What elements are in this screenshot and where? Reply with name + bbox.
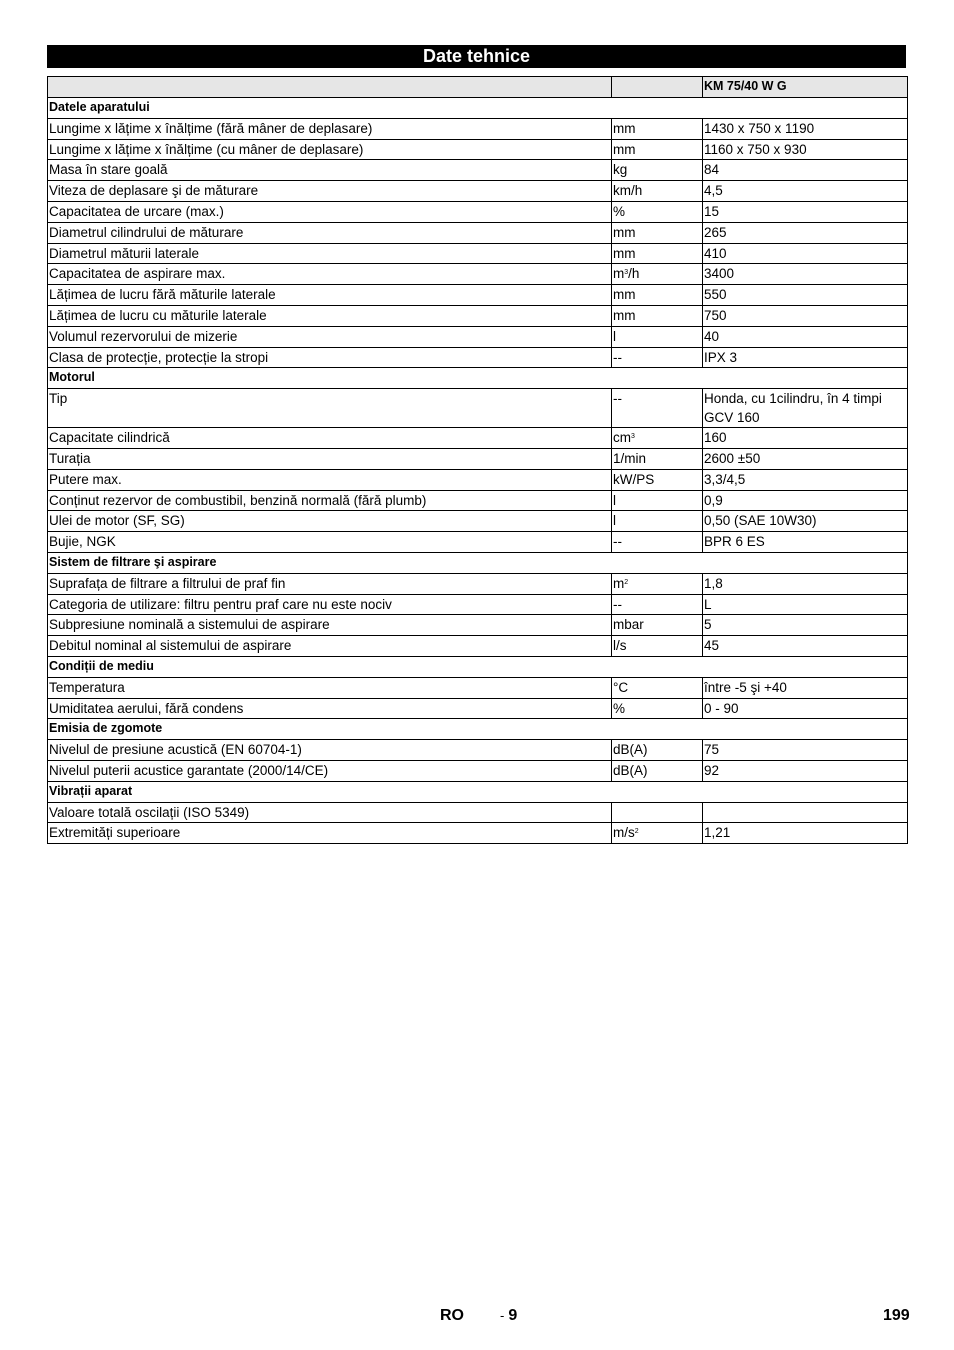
row-value: 0,50 (SAE 10W30): [703, 511, 908, 532]
row-unit: [612, 326, 703, 347]
table-row: [48, 677, 908, 698]
unit-text: mm: [613, 245, 636, 261]
unit-text: km/h: [613, 183, 643, 199]
row-value: 5: [703, 615, 908, 636]
unit-text: %: [613, 700, 626, 716]
row-value: 75: [703, 740, 908, 761]
row-value: 15: [703, 201, 908, 222]
technical-data-table: [47, 76, 908, 844]
unit-text: 1/min: [613, 450, 647, 466]
unit-text: --: [613, 391, 622, 407]
row-value: 2600 ±50: [703, 448, 908, 469]
row-unit: [612, 594, 703, 615]
table-row: [48, 698, 908, 719]
row-unit: [612, 160, 703, 181]
table-row: [48, 264, 908, 285]
row-label: Lungime x lățime x înălțime (cu mâner de deplasare): [48, 139, 612, 160]
row-unit: [612, 760, 703, 781]
row-label: Suprafața de filtrare a filtrului de praf fin: [48, 573, 612, 594]
unit-superscript: 3: [624, 269, 629, 277]
header-label-cell: [48, 77, 612, 98]
unit-superscript: 2: [634, 828, 639, 836]
row-value: 265: [703, 222, 908, 243]
table-row: [48, 511, 908, 532]
section-title: Motorul: [48, 368, 908, 389]
unit-text: %: [613, 203, 626, 219]
section-title: Datele aparatului: [48, 98, 908, 119]
unit-text: --: [613, 596, 622, 612]
row-label: Conținut rezervor de combustibil, benzină normală (fără plumb): [48, 490, 612, 511]
unit-text: mm: [613, 120, 636, 136]
table-row: [48, 305, 908, 326]
row-value: între -5 şi +40: [703, 677, 908, 698]
unit-text: mm: [613, 287, 636, 303]
row-value: 3,3/4,5: [703, 469, 908, 490]
row-unit: [612, 636, 703, 657]
row-unit: [612, 305, 703, 326]
row-label: Viteza de deplasare şi de măturare: [48, 181, 612, 202]
row-value: 1,8: [703, 573, 908, 594]
unit-superscript: 2: [624, 578, 629, 586]
row-unit: [612, 823, 703, 844]
row-unit: [612, 532, 703, 553]
row-unit: [612, 448, 703, 469]
row-value: 3400: [703, 264, 908, 285]
row-label: Lungime x lățime x înălțime (fără mâner de deplasare): [48, 118, 612, 139]
table-row: [48, 636, 908, 657]
row-unit: [612, 181, 703, 202]
row-label: Debitul nominal al sistemului de aspirare: [48, 636, 612, 657]
row-value: L: [703, 594, 908, 615]
row-label: Umiditatea aerului, fără condens: [48, 698, 612, 719]
unit-superscript: 3: [631, 433, 635, 441]
table-row: [48, 428, 908, 449]
row-value: 40: [703, 326, 908, 347]
row-value: Honda, cu 1cilindru, în 4 timpi GCV 160: [703, 389, 908, 428]
table-row: [48, 347, 908, 368]
unit-text: mbar: [613, 617, 644, 633]
row-label: Clasa de protecție, protecție la stropi: [48, 347, 612, 368]
row-unit: [612, 264, 703, 285]
row-unit: [612, 490, 703, 511]
unit-text: cm: [613, 430, 631, 446]
row-label: Extremități superioare: [48, 823, 612, 844]
row-value: 84: [703, 160, 908, 181]
unit-text: l: [613, 513, 616, 529]
table-row: [48, 201, 908, 222]
unit-text: mm: [613, 224, 636, 240]
row-label: Bujie, NGK: [48, 532, 612, 553]
unit-suffix: /h: [628, 266, 640, 282]
row-value: 1430 x 750 x 1190: [703, 118, 908, 139]
row-value: 1160 x 750 x 930: [703, 139, 908, 160]
unit-text: --: [613, 534, 622, 550]
footer-dash: -: [500, 1308, 505, 1323]
table-row: [48, 802, 908, 823]
unit-text: l/s: [613, 638, 627, 654]
row-unit: [612, 740, 703, 761]
row-value: [703, 802, 908, 823]
table-row: [48, 615, 908, 636]
table-row: [48, 326, 908, 347]
row-label: Diametrul cilindrului de măturare: [48, 222, 612, 243]
row-unit: [612, 573, 703, 594]
row-label: Capacitatea de urcare (max.): [48, 201, 612, 222]
row-label: Lățimea de lucru fără măturile laterale: [48, 285, 612, 306]
row-unit: [612, 243, 703, 264]
row-unit: [612, 201, 703, 222]
unit-text: l: [613, 328, 616, 344]
unit-text: m: [613, 575, 625, 591]
unit-text: m: [613, 266, 625, 282]
table-row: [48, 532, 908, 553]
unit-text: kW/PS: [613, 471, 655, 487]
section-title: Condiții de mediu: [48, 656, 908, 677]
row-label: Tip: [48, 389, 612, 428]
page-title: Date tehnice: [47, 45, 906, 68]
table-row: [48, 594, 908, 615]
row-value: 550: [703, 285, 908, 306]
section-row: [48, 368, 908, 389]
table-row: [48, 222, 908, 243]
table-row: [48, 139, 908, 160]
section-title: Vibrații aparat: [48, 781, 908, 802]
unit-text: dB(A): [613, 742, 648, 758]
row-unit: [612, 139, 703, 160]
unit-text: dB(A): [613, 762, 648, 778]
row-label: Lățimea de lucru cu măturile laterale: [48, 305, 612, 326]
row-label: Nivelul de presiune acustică (EN 60704-1): [48, 740, 612, 761]
section-row: [48, 781, 908, 802]
section-row: [48, 656, 908, 677]
row-label: Putere max.: [48, 469, 612, 490]
header-unit-cell: [612, 77, 703, 98]
row-value: 1,21: [703, 823, 908, 844]
row-label: Capacitate cilindrică: [48, 428, 612, 449]
row-unit: [612, 698, 703, 719]
section-row: [48, 552, 908, 573]
table-row: [48, 181, 908, 202]
row-label: Turația: [48, 448, 612, 469]
row-label: Subpresiune nominală a sistemului de aspirare: [48, 615, 612, 636]
row-unit: [612, 615, 703, 636]
table-row: [48, 490, 908, 511]
unit-text: --: [613, 349, 622, 365]
row-value: 0 - 90: [703, 698, 908, 719]
row-value: 750: [703, 305, 908, 326]
row-unit: [612, 469, 703, 490]
unit-text: mm: [613, 141, 636, 157]
table-row: [48, 469, 908, 490]
footer-page-number: 199: [883, 1307, 910, 1324]
table-row: [48, 760, 908, 781]
section-title: Emisia de zgomote: [48, 719, 908, 740]
unit-text: °C: [613, 679, 629, 695]
row-unit: [612, 389, 703, 428]
row-value: BPR 6 ES: [703, 532, 908, 553]
table-row: [48, 160, 908, 181]
table-row: [48, 573, 908, 594]
row-label: Ulei de motor (SF, SG): [48, 511, 612, 532]
row-unit: [612, 118, 703, 139]
unit-text: m/s: [613, 825, 635, 841]
unit-text: mm: [613, 307, 636, 323]
row-unit: [612, 222, 703, 243]
table-body: [48, 77, 908, 844]
row-label: Temperatura: [48, 677, 612, 698]
table-row: [48, 740, 908, 761]
section-row: [48, 719, 908, 740]
unit-text: kg: [613, 162, 628, 178]
row-unit: [612, 428, 703, 449]
table-header-row: [48, 77, 908, 98]
row-label: Valoare totală oscilații (ISO 5349): [48, 802, 612, 823]
table-row: [48, 823, 908, 844]
row-value: 410: [703, 243, 908, 264]
row-label: Masa în stare goală: [48, 160, 612, 181]
unit-text: l: [613, 492, 616, 508]
row-value: 4,5: [703, 181, 908, 202]
table-row: [48, 118, 908, 139]
row-value: 0,9: [703, 490, 908, 511]
row-value: 92: [703, 760, 908, 781]
table-row: [48, 285, 908, 306]
row-unit: [612, 511, 703, 532]
section-title: Sistem de filtrare şi aspirare: [48, 552, 908, 573]
row-unit: [612, 347, 703, 368]
row-label: Diametrul măturii laterale: [48, 243, 612, 264]
section-row: [48, 98, 908, 119]
row-unit: [612, 285, 703, 306]
header-model-cell: KM 75/40 W G: [703, 77, 908, 98]
row-label: Nivelul puterii acustice garantate (2000/14/CE): [48, 760, 612, 781]
row-value: IPX 3: [703, 347, 908, 368]
row-unit: [612, 677, 703, 698]
footer-section-page-number: 9: [508, 1307, 518, 1324]
row-label: Capacitatea de aspirare max.: [48, 264, 612, 285]
row-unit: [612, 802, 703, 823]
row-value: 45: [703, 636, 908, 657]
footer-language: RO: [440, 1307, 464, 1324]
table-row: [48, 389, 908, 428]
row-value: 160: [703, 428, 908, 449]
table-row: [48, 243, 908, 264]
row-label: Categoria de utilizare: filtru pentru praf care nu este nociv: [48, 594, 612, 615]
row-label: Volumul rezervorului de mizerie: [48, 326, 612, 347]
footer-section-page: [500, 1307, 517, 1325]
table-row: [48, 448, 908, 469]
